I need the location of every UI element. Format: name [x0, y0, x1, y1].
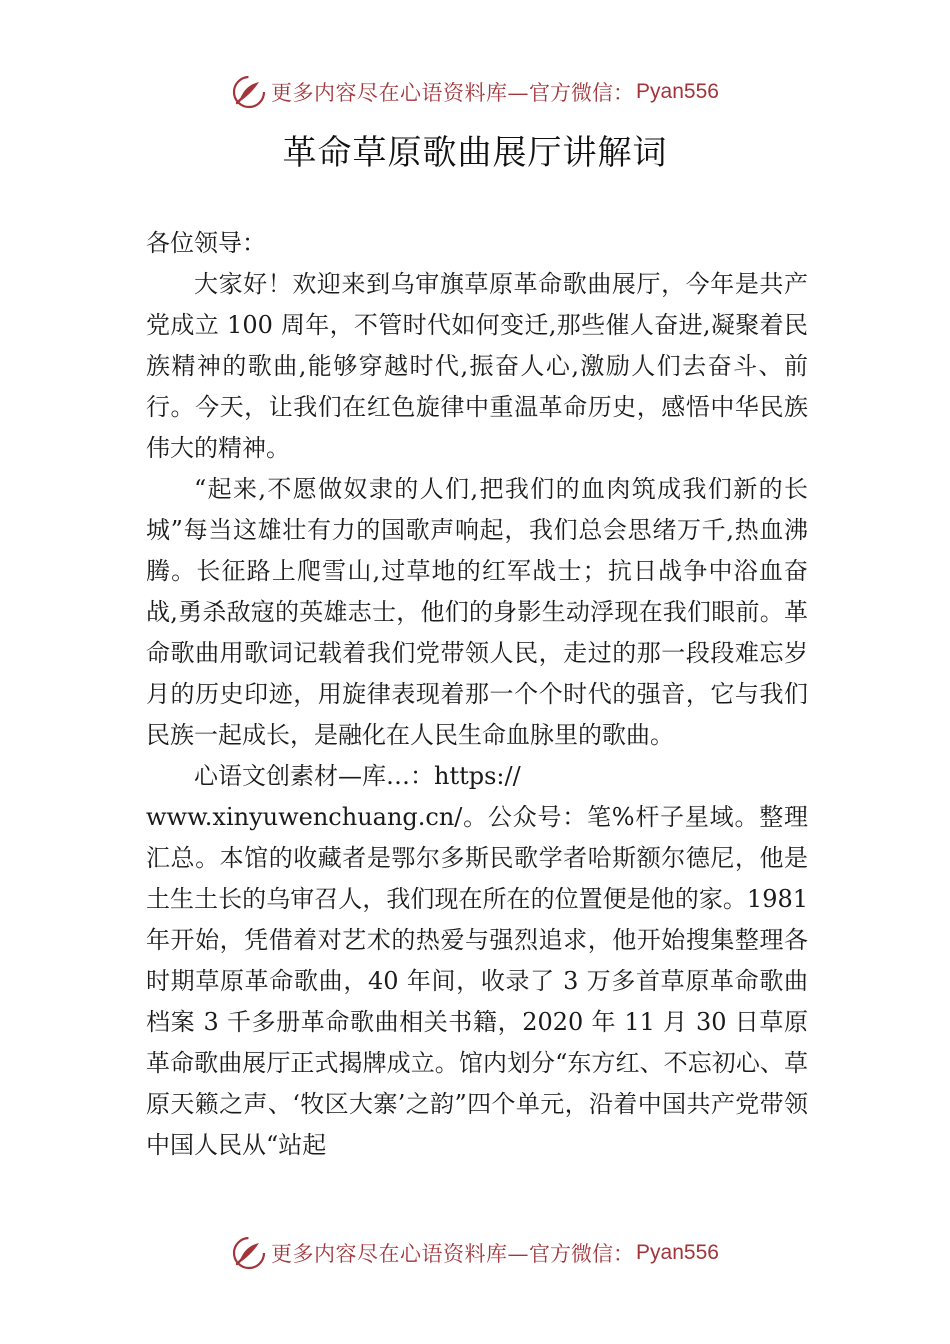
page-title: 革命草原歌曲展厅讲解词: [282, 133, 668, 173]
salutation: 各位领导：: [146, 229, 266, 257]
footer-banner: [0, 1233, 950, 1273]
banner-wechat-label: 官方微信：: [529, 81, 635, 105]
logo-icon: [231, 74, 267, 110]
footer-banner-wechat-label: 官方微信：: [529, 1242, 635, 1266]
footer-banner-wechat-id: Pyan556: [636, 1241, 719, 1264]
footer-banner-text: 更多内容尽在心语资料库—: [271, 1242, 530, 1266]
header-banner: [0, 72, 950, 112]
paragraph-2: “起来,不愿做奴隶的人们,把我们的血肉筑成我们新的长城”每当这雄壮有力的国歌声响起，我们总会思绪万千,热血沸腾。长征路上爬雪山,过草地的红军战士；抗日战争中浴血奋战,勇杀敌寇的英雄志士，他们的身影生动浮现在我们眼前。革命歌曲用歌词记载着我们党带领人民，走过的那一段段难忘岁月的历史印迹，用旋律表现着那一个个时代的强音，它与我们民族一起成长，是融化在人民生命血脉里的歌曲。: [146, 475, 808, 749]
paragraph-3-body: www.xinyuwenchuang.cn/。公众号：笔%杆子星域。整理汇总。本馆的收藏者是鄂尔多斯民歌学者哈斯额尔德尼，他是土生土长的乌审召人，我们现在所在的位置便是他的家。1981 年开始，凭借着对艺术的热爱与强烈追求，他开始搜集整理各时期草原革命歌曲，40 年间，收录了 3 万多首草原革命歌曲档案 3 千多册革命歌曲相关书籍，2020 年 11 月 30 日草原革命歌曲展厅正式揭牌成立。馆内划分“东方红、不忘初心、草原天籁之声、‘牧区大寨’之韵”四个单元，沿着中国共产党带领中国人民从“站起: [146, 803, 808, 1159]
document-body: [146, 223, 808, 1166]
banner-wechat-id: Pyan556: [636, 80, 719, 103]
banner-text: 更多内容尽在心语资料库—: [271, 81, 530, 105]
paragraph-3-first-line: 心语文创素材—库…：https://: [194, 762, 521, 790]
logo-icon: [231, 1235, 267, 1271]
paragraph-1: 大家好！欢迎来到乌审旗草原革命歌曲展厅，今年是共产党成立 100 周年，不管时代如何变迁,那些催人奋进,凝聚着民族精神的歌曲,能够穿越时代,振奋人心,激励人们去奋斗、前行。今天，让我们在红色旋律中重温革命历史，感悟中华民族伟大的精神。: [146, 270, 808, 462]
